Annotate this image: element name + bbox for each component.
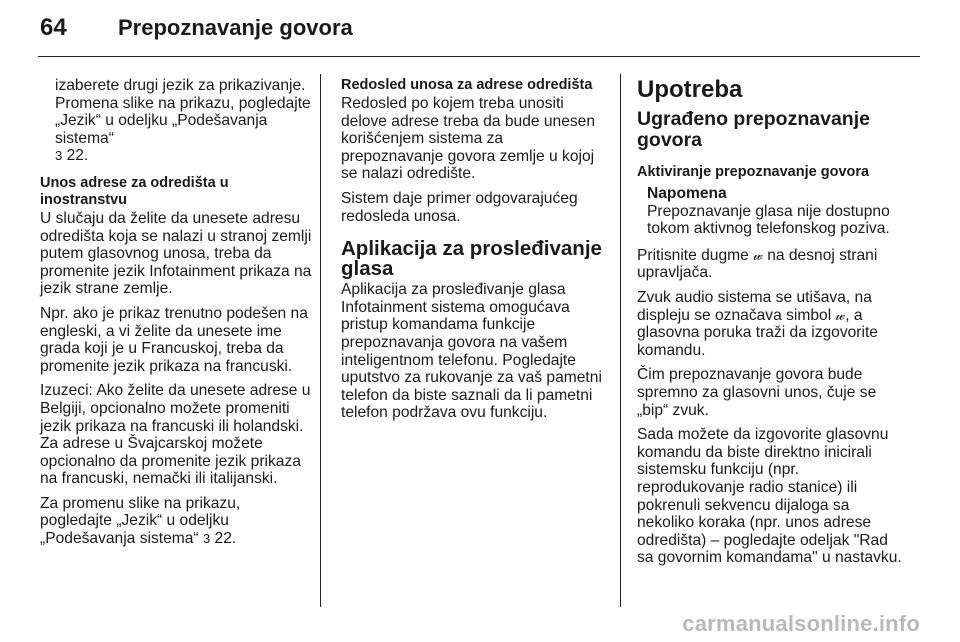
heading-builtin-recognition: Ugrađeno prepoznavanje govora bbox=[637, 108, 870, 151]
paragraph bbox=[637, 289, 907, 359]
reference-arrow-icon: 3 bbox=[202, 531, 211, 547]
paragraph: Čim prepoznavanje govora bude spremno za glasovni unos, čuje se „bip“ zvuk. bbox=[637, 366, 877, 419]
paragraph-text: Pritisnite dugme bbox=[637, 246, 749, 264]
continued-paragraph bbox=[40, 77, 312, 165]
voice-symbol-icon: 𝓌 bbox=[835, 306, 846, 323]
note-box bbox=[637, 185, 907, 238]
page-title: Prepoznavanje govora bbox=[118, 15, 353, 40]
paragraph: Npr. ako je prikaz trenutno podešen na engleski, a vi želite da unesete ime grada koji je u Francuskoj, treba da promenite jezik prikaza na francuski. bbox=[40, 304, 308, 375]
watermark: carmanualsonline.info bbox=[682, 611, 920, 636]
paragraph: Aplikacija za prosleđivanje glasa Infotainment sistema omogućava pristup komandama funkcije prepoznavanja govora na vašem inteligentnom telefonu. Pogledajte uputstvo za rukovanje za vaš pametni telefon da biste saznali da li pametni telefon podržava ovu funkciju. bbox=[341, 281, 602, 422]
paragraph bbox=[40, 495, 312, 548]
column-middle bbox=[341, 77, 609, 429]
page-reference: 22. bbox=[214, 530, 237, 548]
reference-arrow-icon: 3 bbox=[55, 148, 63, 164]
subheading-foreign-address: Unos adrese za odredišta u inostranstvu bbox=[40, 174, 229, 208]
column-right bbox=[637, 77, 907, 574]
subheading-activate: Aktiviranje prepoznavanje govora bbox=[637, 164, 870, 180]
page-header bbox=[40, 14, 353, 48]
paragraph-text: , a glasovna poruka traži da izgovorite komandu. bbox=[637, 306, 878, 359]
page-reference: 22. bbox=[66, 147, 89, 165]
paragraph: Redosled po kojem treba unositi delove adrese treba da bude unesen korišćenjem sistema za prepoznavanje govora zemlje u kojoj se nalazi odredište. bbox=[341, 95, 596, 183]
paragraph: Sistem daje primer odgovarajućeg redosleda unosa. bbox=[341, 189, 578, 225]
paragraph-text: Za promenu slike na prikazu, pogledajte „Jezik“ u odeljku „Podešavanja sistema“ bbox=[40, 494, 241, 548]
paragraph: Sada možete da izgovorite glasovnu komandu da biste direktno inicirali sistemsku funkciju (npr. reprodukovanje radio stanice) ili pokrenuli sekvencu dijaloga sa nekoliko koraka (npr. unos adrese odredišta) – pogledajte odeljak "Rad sa govornim komandama" u nastavku. bbox=[637, 426, 902, 567]
voice-button-icon: 𝓌 bbox=[753, 246, 763, 263]
continued-text: izaberete drugi jezik za prikazivanje. Promena slike na prikazu, pogledajte „Jezik“ u odeljku „Podešavanja sistema“ bbox=[55, 77, 311, 147]
note-title: Napomena bbox=[647, 185, 727, 202]
column-left bbox=[40, 77, 312, 555]
paragraph: Izuzeci: Ako želite da unesete adrese u Belgiji, opcionalno možete promeniti jezik prikaza na francuski ili holandski. Za adrese u Švajcarskoj možete opcionalno da promenite jezik prikaza na francuski, nemački ili italijanski. bbox=[40, 382, 311, 488]
paragraph-text: na desnoj strani upravljača. bbox=[637, 246, 878, 282]
heading-voice-passthrough: Aplikacija za prosleđivanje glasa bbox=[341, 237, 602, 281]
subheading-input-order: Redosled unosa za adrese odredišta bbox=[341, 77, 593, 93]
paragraph-text: Zvuk audio sistema se utišava, na displeju se označava simbol bbox=[637, 288, 872, 324]
paragraph bbox=[637, 247, 907, 282]
header-rule bbox=[38, 56, 920, 57]
note-text: Prepoznavanje glasa nije dostupno tokom aktivnog telefonskog poziva. bbox=[647, 202, 890, 238]
heading-usage: Upotreba bbox=[637, 76, 743, 103]
column-divider-1 bbox=[320, 74, 321, 607]
page-number: 64 bbox=[40, 14, 67, 41]
column-divider-2 bbox=[620, 74, 621, 607]
paragraph: U slučaju da želite da unesete adresu odredišta koja se nalazi u stranoj zemlji putem glasovnog unosa, treba da promenite jezik Infotainment prikaza na jezik strane zemlje. bbox=[40, 209, 312, 298]
